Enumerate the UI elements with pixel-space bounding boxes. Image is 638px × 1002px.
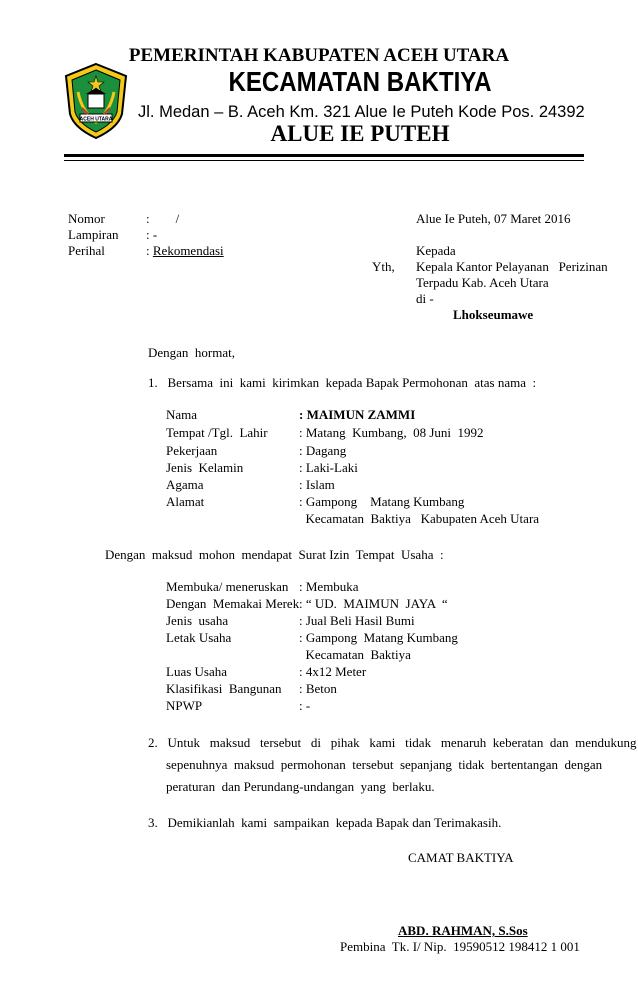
recipient-line2: Terpadu Kab. Aceh Utara <box>416 275 549 290</box>
business-label: Letak Usaha <box>166 630 232 645</box>
letterhead-address: Jl. Medan – B. Aceh Km. 321 Alue Ie Puteh Kode Pos. 24392 <box>138 103 585 121</box>
point-2-line2: sepenuhnya maksud permohonan tersebut sepanjang tidak bertentangan dengan <box>166 757 603 772</box>
applicant-label: Alamat <box>166 494 205 509</box>
applicant-label: Jenis Kelamin <box>166 460 244 475</box>
purpose-intro: Dengan maksud mohon mendapat Surat Izin Tempat Usaha : <box>105 547 444 562</box>
signatory-name: ABD. RAHMAN, S.Sos <box>398 923 528 938</box>
recipient-line3: di - <box>416 291 434 306</box>
recipient-kepada: Kepada <box>416 243 456 258</box>
perihal-subject: Rekomendasi <box>152 243 224 258</box>
field-label-perihal: Perihal <box>68 243 105 258</box>
salutation: Dengan hormat, <box>148 345 236 360</box>
applicant-label: Pekerjaan <box>166 443 218 458</box>
letter-date: Alue Ie Puteh, 07 Maret 2016 <box>416 211 571 226</box>
point-1-intro: 1. Bersama ini kami kirimkan kepada Bapak Permohonan atas nama : <box>148 375 537 390</box>
business-value: : Gampong Matang Kumbang <box>299 630 458 645</box>
applicant-value: : Gampong Matang Kumbang <box>299 494 465 509</box>
business-value: : 4x12 Meter <box>299 664 367 679</box>
perihal-colon: : <box>146 243 153 258</box>
recipient-line1: Kepala Kantor Pelayanan Perizinan <box>416 259 608 274</box>
business-value: : “ UD. MAIMUN JAYA “ <box>299 596 448 611</box>
business-value: Kecamatan Baktiya <box>299 647 411 662</box>
applicant-value: : Dagang <box>299 443 347 458</box>
applicant-value: Kecamatan Baktiya Kabupaten Aceh Utara <box>299 511 540 526</box>
applicant-value: : Islam <box>299 477 335 492</box>
signatory-title: CAMAT BAKTIYA <box>408 850 514 865</box>
business-label: NPWP <box>166 698 203 713</box>
logo-ribbon-text: ACEH UTARA <box>79 116 113 123</box>
letterhead-village: ALUE IE PUTEH <box>270 121 450 146</box>
point-2-line3: peraturan dan Perundang-undangan yang berlaku. <box>166 779 435 794</box>
business-value: : Jual Beli Hasil Bumi <box>299 613 415 628</box>
letterhead-district: KECAMATAN BAKTIYA <box>228 66 492 97</box>
field-label-lampiran: Lampiran <box>68 227 119 242</box>
business-label: Luas Usaha <box>166 664 228 679</box>
business-value: : Membuka <box>299 579 359 594</box>
business-label: Klasifikasi Bangunan <box>166 681 282 696</box>
business-label: Jenis usaha <box>166 613 229 628</box>
letterhead-rule-thin <box>64 160 584 161</box>
letterhead-government: PEMERINTAH KABUPATEN ACEH UTARA <box>128 45 510 66</box>
business-value: : Beton <box>299 681 337 696</box>
point-3: 3. Demikianlah kami sampaikan kepada Bapak dan Terimakasih. <box>148 815 502 830</box>
applicant-value: : Laki-Laki <box>299 460 358 475</box>
signatory-rank-nip: Pembina Tk. I/ Nip. 19590512 198412 1 001 <box>340 939 580 954</box>
business-label: Dengan Memakai Merek <box>166 596 300 611</box>
business-label: Membuka/ meneruskan <box>166 579 289 594</box>
applicant-value-nama: : MAIMUN ZAMMI <box>299 407 416 422</box>
field-value-perihal <box>146 242 224 259</box>
applicant-label: Agama <box>166 477 204 492</box>
recipient-city: Lhokseumawe <box>453 307 534 322</box>
field-value-lampiran: : - <box>146 227 158 242</box>
applicant-label: Nama <box>166 407 198 422</box>
field-label-nomor: Nomor <box>68 211 105 226</box>
point-2-line1: 2. Untuk maksud tersebut di pihak kami tidak menaruh keberatan dan mendukung <box>148 735 637 750</box>
applicant-value: : Matang Kumbang, 08 Juni 1992 <box>299 425 484 440</box>
field-value-nomor: : / <box>146 211 180 226</box>
applicant-label: Tempat /Tgl. Lahir <box>166 425 268 440</box>
letterhead-rule-thick <box>64 154 584 157</box>
business-value: : - <box>299 698 311 713</box>
recipient-yth: Yth, <box>372 259 395 274</box>
